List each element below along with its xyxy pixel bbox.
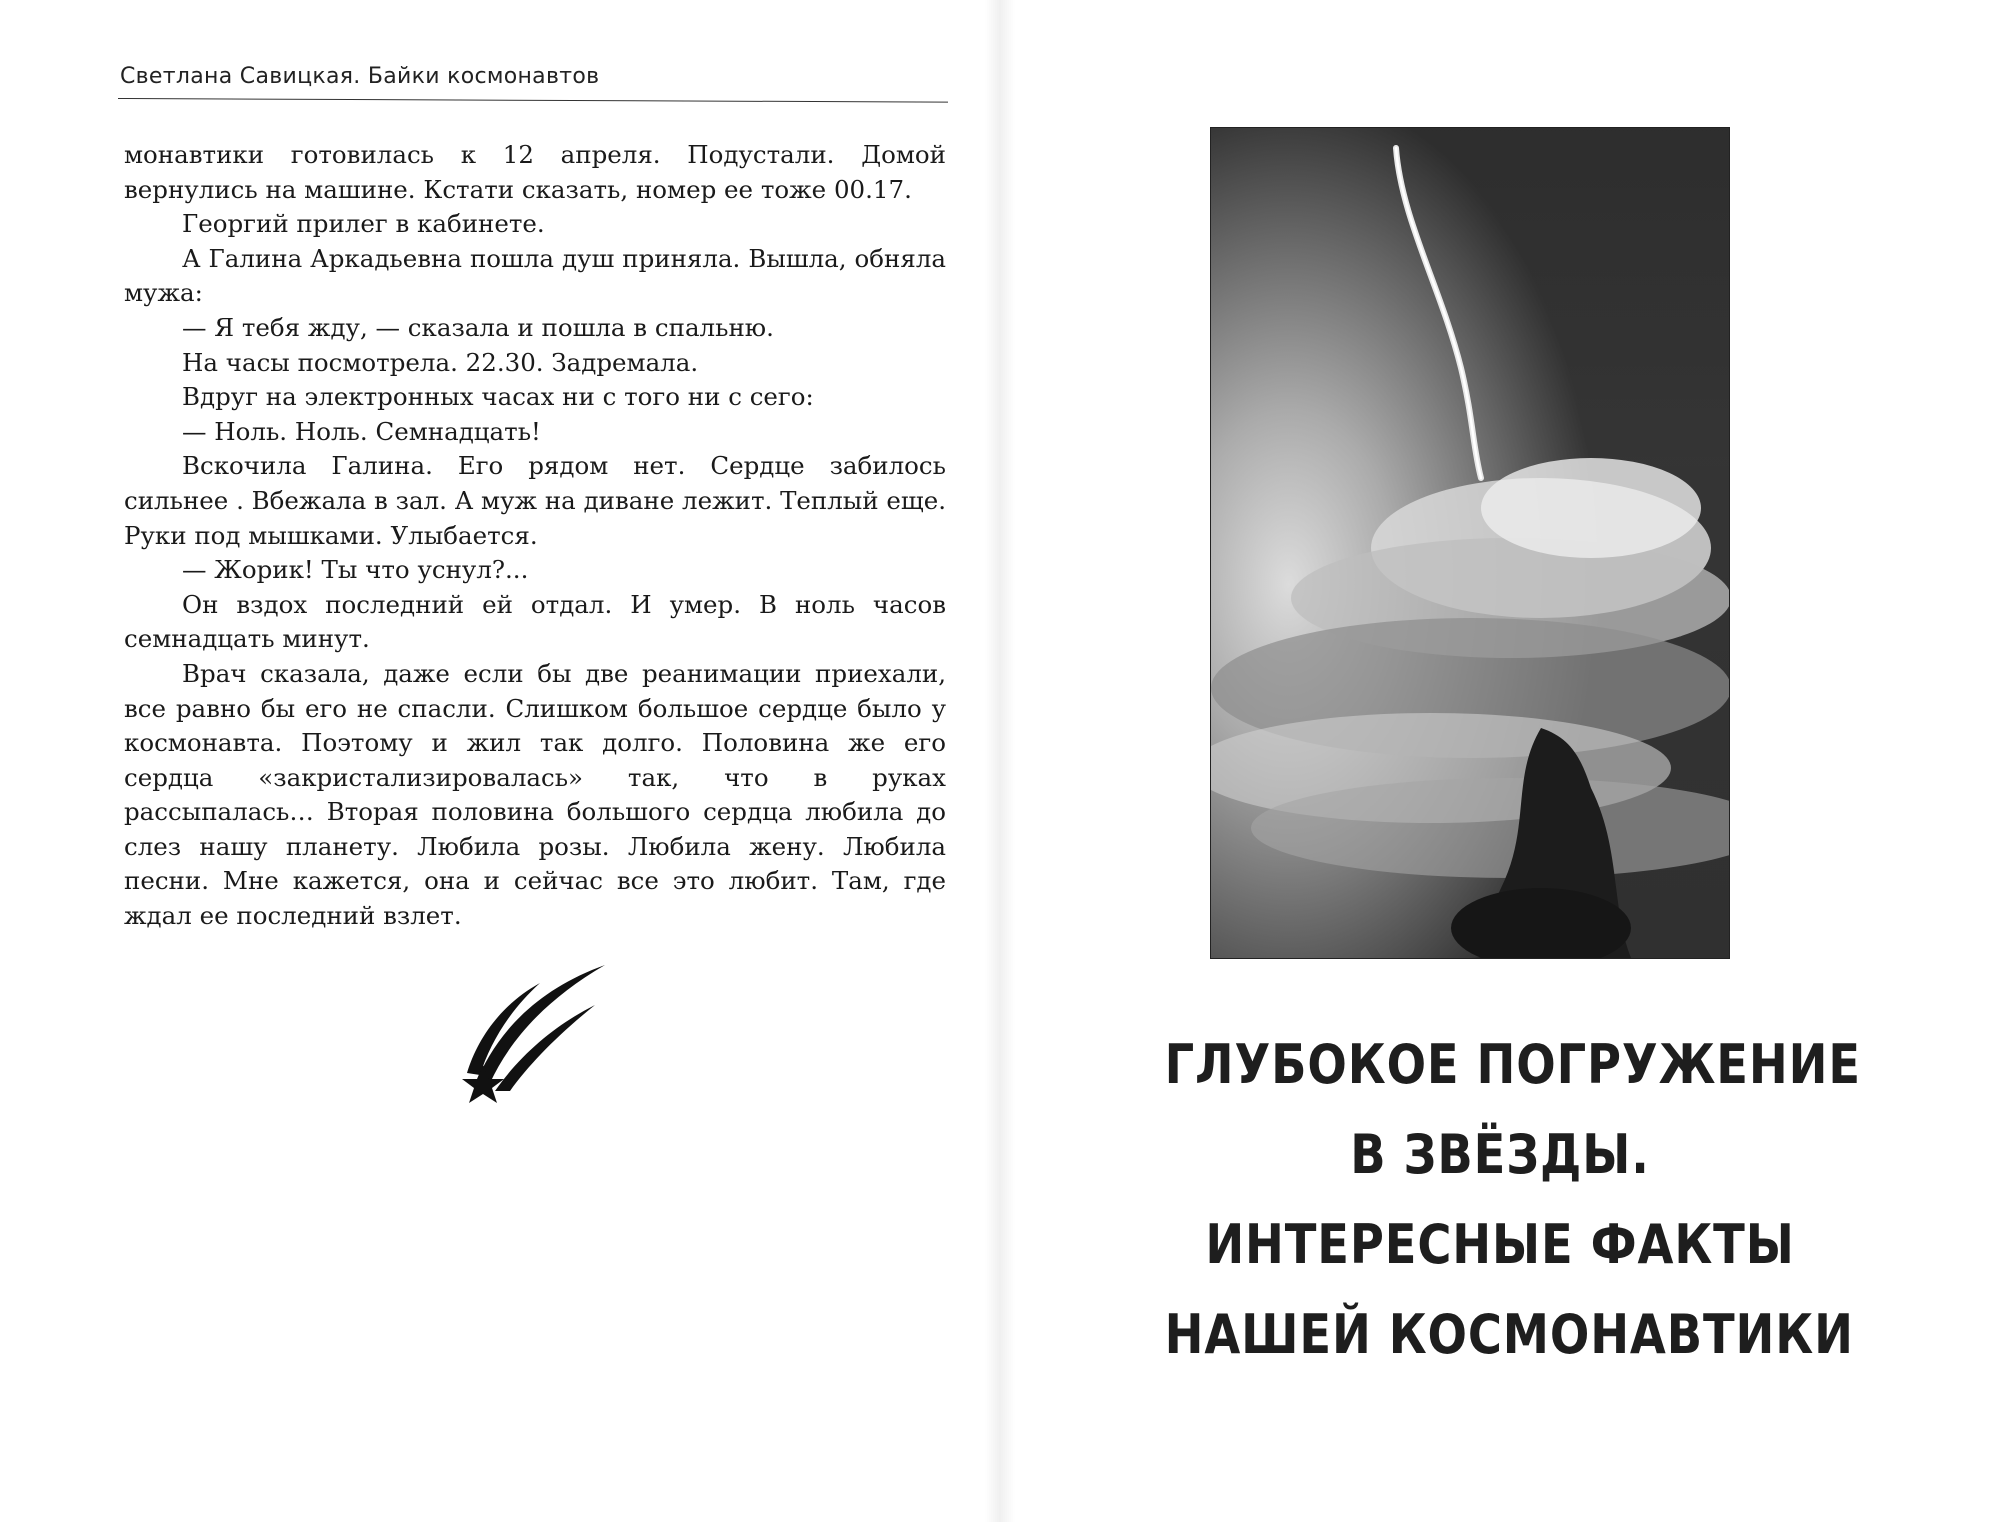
paragraph: — Жорик! Ты что уснул?...: [182, 555, 529, 585]
paragraph: На часы посмотрела. 22.30. Задремала.: [182, 347, 699, 377]
chapter-title-line: НАШЕЙ КОСМОНАВТИКИ: [1164, 1303, 1854, 1366]
paragraph: Он вздох последний ей отдал. И умер. В ноль часов семнадцать минут.: [124, 589, 946, 654]
body-text: [124, 138, 946, 934]
chapter-title: [1164, 1020, 1861, 1380]
paragraph: — Я тебя жду, — сказала и пошла в спальню.: [182, 312, 774, 342]
header-rule: [118, 98, 948, 103]
left-page: [0, 0, 990, 1522]
paragraph: Вскочила Галина. Его рядом нет. Сердце забилось сильнее . Вбежала в зал. А муж на диване лежит. Теплый еще. Руки под мышками. Улыбается.: [124, 451, 946, 550]
shooting-star-icon: [455, 965, 625, 1105]
paragraph: Вдруг на электронных часах ни с того ни с сего:: [182, 382, 814, 412]
chapter-title-line: ИНТЕРЕСНЫЕ ФАКТЫ: [1205, 1213, 1795, 1276]
paragraph: монавтики готовилась к 12 апреля. Подустали. Домой вернулись на машине. Кстати сказать, номер ее тоже 00.17.: [124, 140, 946, 204]
chapter-title-line: ГЛУБОКОЕ ПОГРУЖЕНИЕ: [1164, 1033, 1861, 1096]
paragraph: А Галина Аркадьевна пошла душ приняла. Вышла, обняла мужа:: [124, 243, 946, 308]
paragraph: Врач сказала, даже если бы две реанимации приехали, все равно бы его не спасли. Слишком большое сердце было у космонавта. Поэтому и жил так долго. Половина же его сердца «закристализировалась» так, что в руках рассыпалась… Вторая половина большого сердца любила до слез нашу планету. Любила розы. Любила жену. Любила песни. Мне кажется, она и сейчас все это любит. Там, где ждал ее последний взлет.: [124, 658, 946, 931]
running-title: Светлана Савицкая. Байки космонавтов: [120, 64, 600, 89]
paragraph: Георгий прилег в кабинете.: [182, 209, 545, 239]
chapter-title-line: В ЗВЁЗДЫ.: [1350, 1123, 1650, 1186]
right-page: [1010, 0, 2000, 1522]
rocket-launch-photo: [1210, 127, 1730, 959]
paragraph: — Ноль. Ноль. Семнадцать!: [182, 416, 541, 446]
